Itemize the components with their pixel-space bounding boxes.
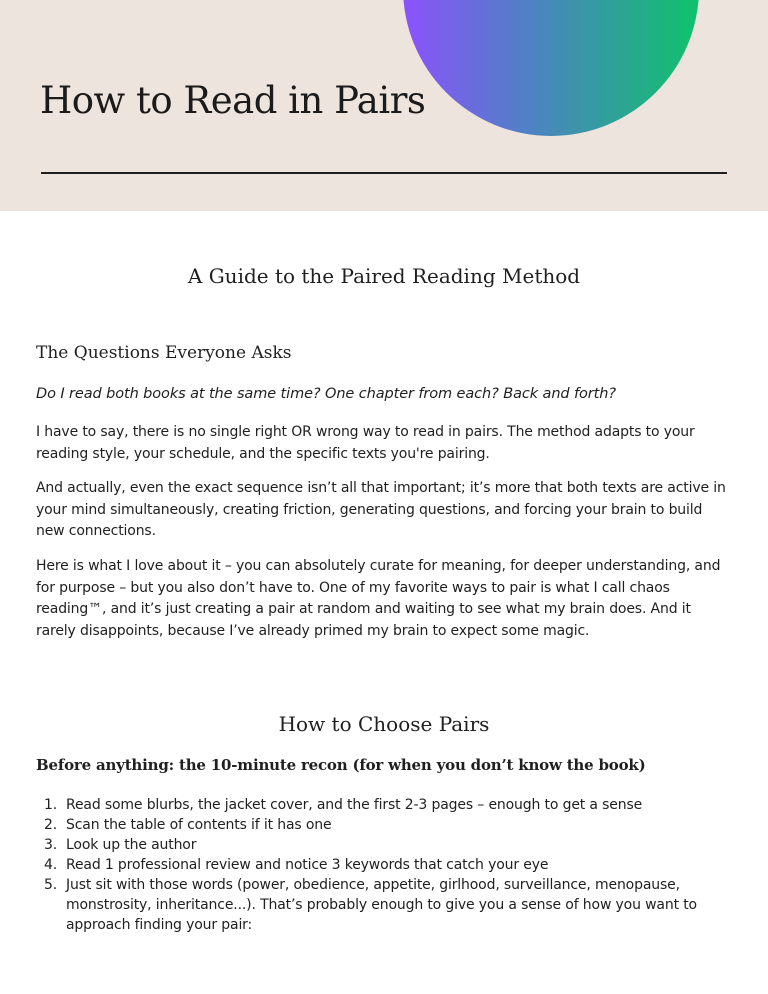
list-item-text: Look up the author (66, 837, 197, 853)
list-item-number: 3. (44, 837, 58, 853)
list-item-text: Scan the table of contents if it has one (66, 817, 332, 833)
recon-steps-list (36, 795, 736, 935)
paragraph-sequence: And actually, even the exact sequence isn’t all that important; it’s more that both texts are active in your mind simultaneously, creating friction, generating questions, and forcing your brain to build new connections. (36, 480, 726, 539)
list-item-text: Just sit with those words (power, obedience, appetite, girlhood, surveillance, menopause, monstrosity, inheritance...). That’s probably enough to give you a sense of how you want to approach finding your pair: (66, 877, 697, 933)
list-item-text: Read 1 professional review and notice 3 keywords that catch your eye (66, 857, 549, 873)
common-question: Do I read both books at the same time? One chapter from each? Back and forth? (36, 386, 616, 402)
paragraph-no-right-way: I have to say, there is no single right OR wrong way to read in pairs. The method adapts to your reading style, your schedule, and the specific texts you're pairing. (36, 424, 695, 462)
header-band (0, 0, 768, 211)
list-item (36, 795, 736, 815)
list-item (36, 835, 736, 855)
recon-subheading: Before anything: the 10-minute recon (for when you don’t know the book) (36, 756, 646, 774)
choose-pairs-heading: How to Choose Pairs (278, 712, 490, 736)
paragraph-chaos-reading: Here is what I love about it – you can absolutely curate for meaning, for deeper understanding, and for purpose – but you also don’t have to. One of my favorite ways to pair is what I call chaos reading™, and it’s just creating a pair at random and waiting to see what my brain does. And it rarely disappoints, because I’ve already primed my brain to expect some magic. (36, 558, 721, 639)
list-item-text: Read some blurbs, the jacket cover, and the first 2-3 pages – enough to get a sense (66, 797, 643, 813)
title-divider (41, 172, 727, 174)
questions-section-heading: The Questions Everyone Asks (36, 343, 292, 363)
list-item-number: 4. (44, 857, 58, 873)
list-item-number: 5. (44, 877, 58, 893)
list-item (36, 815, 736, 835)
list-item-number: 2. (44, 817, 58, 833)
list-item (36, 855, 736, 875)
page-title: How to Read in Pairs (40, 79, 426, 122)
guide-subtitle: A Guide to the Paired Reading Method (187, 264, 581, 288)
list-item-number: 1. (44, 797, 58, 813)
list-item (36, 875, 736, 935)
